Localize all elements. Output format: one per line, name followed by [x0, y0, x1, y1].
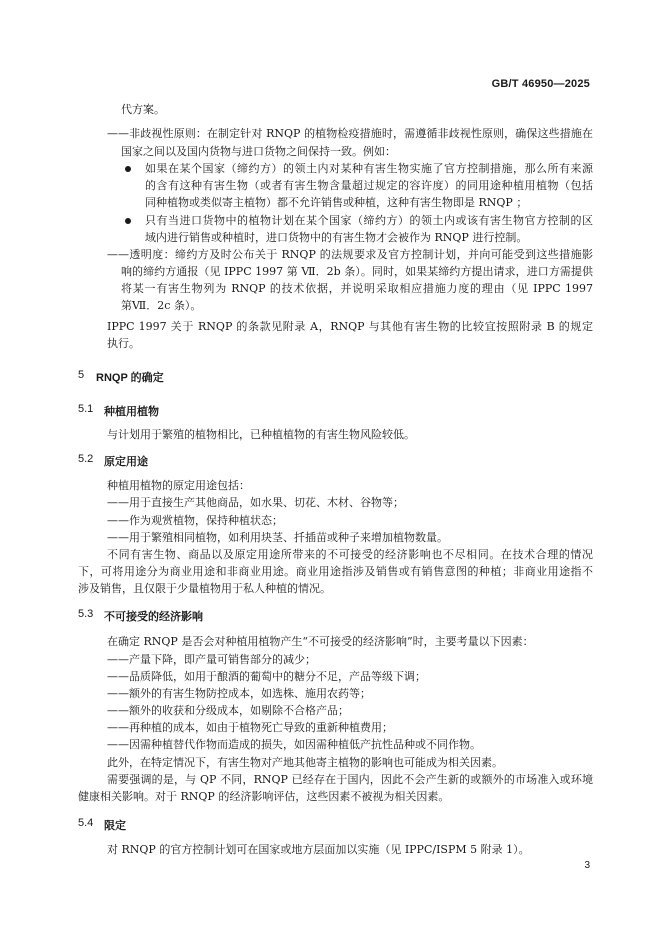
- text-line: 域内进行销售或种植时，进口货物中的有害生物才会被作为 RNQP 进行控制。: [145, 231, 528, 244]
- text-line: 下，可将用途分为商业用途和非商业用途。商业用途指涉及销售或有销售意图的种植；非商业用途指不: [78, 565, 593, 578]
- text-line: 涉及销售，且仅限于少量植物用于私人种植的情况。: [78, 582, 331, 595]
- list-item: ——产量下降，即产量可销售部分的减少；: [107, 653, 316, 666]
- list-item: ——再种植的成本，如由于植物死亡导致的重新种植费用；: [107, 721, 393, 734]
- text-line: 将某一有害生物列为 RNQP 的技术依据，并说明采取相应措施力度的理由（见 IPPC 1997: [121, 282, 593, 295]
- list-item: ——额外的有害生物防控成本，如选株、施用农药等；: [107, 687, 371, 700]
- paragraph: 此外，在特定情况下，有害生物对产地其他寄主植物的影响也可能成为相关因素。: [107, 756, 503, 769]
- list-item: ——额外的收获和分级成本，如剔除不合格产品；: [107, 704, 349, 717]
- list-item: ——用于直接生产其他商品，如水果、切花、木材、谷物等；: [107, 496, 404, 509]
- paragraph: 不同有害生物、商品以及原定用途所带来的不可接受的经济影响也不尽相同。在技术合理的情况: [107, 548, 593, 561]
- text-line: 代方案。: [121, 103, 165, 116]
- paragraph: 在确定 RNQP 是否会对种植用植物产生“不可接受的经济影响”时，主要考量以下因素：: [107, 635, 534, 648]
- standard-code: GB/T 46950—2025: [491, 78, 590, 90]
- section-number: 5.1: [78, 403, 94, 415]
- text-line: 的含有这种有害生物（或者有害生物含量超过规定的容许度）的同用途种植用植物（包括: [145, 179, 593, 192]
- bullet-item: 如果在某个国家（缔约方）的领土内对某种有害生物实施了官方控制措施，那么所有来源: [145, 162, 593, 175]
- paragraph: 对 RNQP 的官方控制计划可在国家或地方层面加以实施（见 IPPC/ISPM 5 附录 1）。: [107, 843, 530, 856]
- section-title: 种植用植物: [104, 406, 159, 418]
- section-title: 限定: [104, 820, 126, 832]
- page-number: 3: [584, 860, 590, 871]
- list-item-transparency: ——透明度：缔约方及时公布关于 RNQP 的法规要求及官方控制计划，并向可能受到这些措施影: [107, 248, 593, 261]
- section-number: 5.2: [78, 453, 94, 465]
- bullet-item: 只有当进口货物中的植物计划在某个国家（缔约方）的领土内或该有害生物官方控制的区: [145, 214, 593, 227]
- paragraph: IPPC 1997 关于 RNQP 的条款见附录 A，RNQP 与其他有害生物的比较宜按照附录 B 的规定: [107, 320, 593, 333]
- list-item: ——作为观赏植物，保持种植状态；: [107, 514, 283, 527]
- section-number: 5.3: [78, 608, 94, 620]
- paragraph: 需要强调的是，与 QP 不同，RNQP 已经存在于国内，因此不会产生新的或额外的市场准入或环境: [107, 773, 593, 786]
- paragraph: 与计划用于繁殖的植物相比，已种植植物的有害生物风险较低。: [107, 428, 415, 441]
- section-title: RNQP 的确定: [96, 372, 164, 384]
- section-title: 不可接受的经济影响: [104, 611, 203, 623]
- text-line: 健康相关影响。对于 RNQP 的经济影响评估，这些因素不被视为相关因素。: [78, 790, 450, 803]
- section-number: 5: [78, 369, 85, 381]
- list-item: ——品质降低，如用于酿酒的葡萄中的糖分不足，产品等级下调；: [107, 670, 426, 683]
- text-line: 第Ⅶ．2c 条）。: [121, 299, 202, 312]
- text-line: 国家之间以及国内货物与进口货物之间保持一致。例如：: [121, 145, 396, 158]
- paragraph: 种植用植物的原定用途包括：: [107, 479, 250, 492]
- list-item: ——因需种植替代作物而造成的损失，如因需种植低产抗性品种或不同作物。: [107, 738, 481, 751]
- text-line: 同种植物或类似寄主植物）都不允许销售或种植，这种有害生物即是 RNQP ；: [145, 196, 528, 209]
- bullet-icon: [125, 166, 131, 172]
- text-line: 执行。: [107, 337, 140, 350]
- section-title: 原定用途: [104, 456, 148, 468]
- bullet-icon: [125, 218, 131, 224]
- list-item-nondiscrimination: ——非歧视性原则：在制定针对 RNQP 的植物检疫措施时，需遵循非歧视性原则，确保这些措施在: [107, 127, 593, 140]
- list-item: ——用于繁殖相同植物，如利用块茎、扦插苗或种子来增加植物数量。: [107, 531, 448, 544]
- text-line: 响的缔约方通报（见 IPPC 1997 第 Ⅶ．2b 条）。同时，如果某缔约方提出请求，进口方需提供: [121, 265, 593, 278]
- section-number: 5.4: [78, 817, 94, 829]
